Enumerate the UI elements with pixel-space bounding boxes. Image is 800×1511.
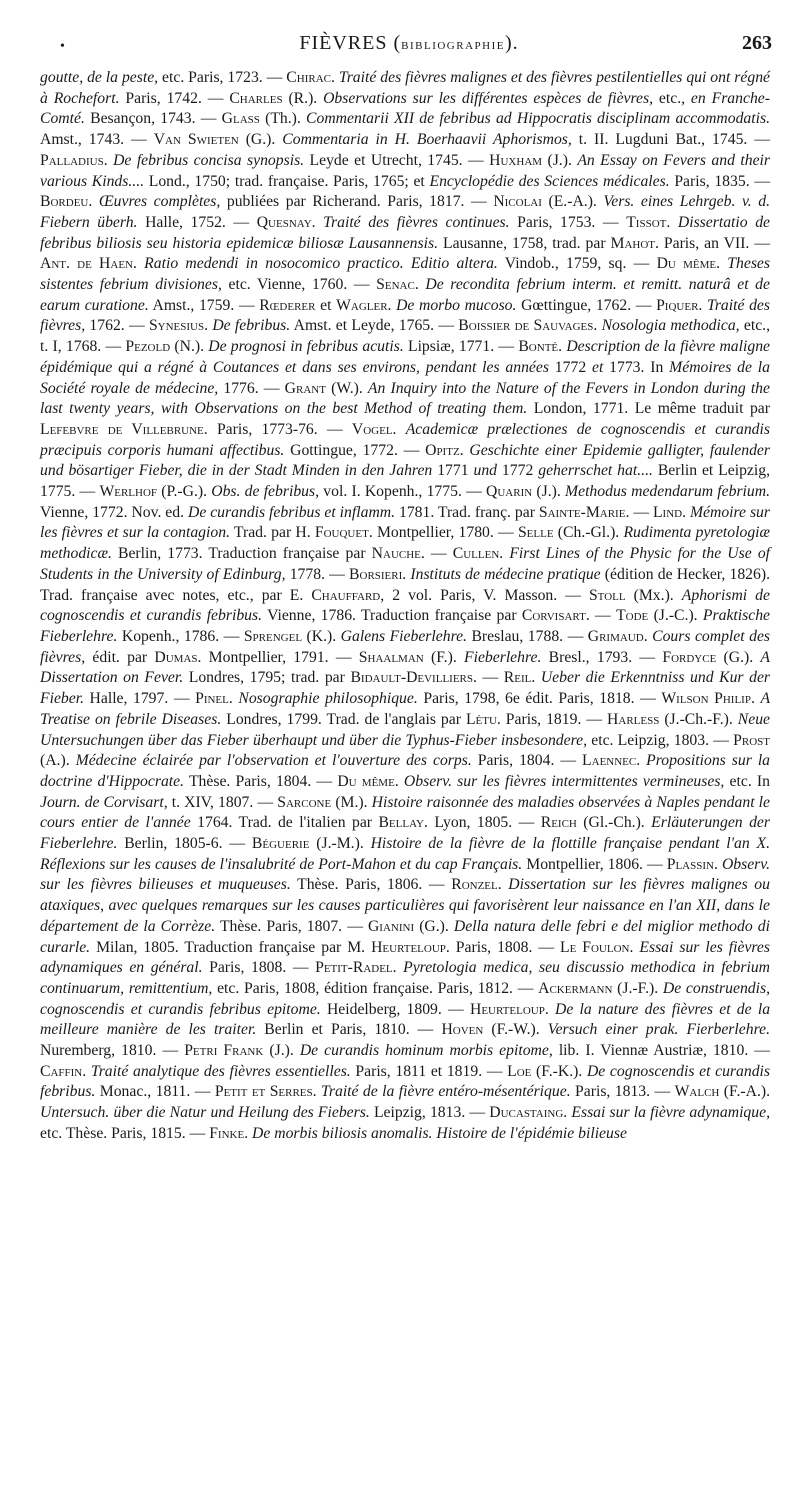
text-run: Breslau, 1788. — [466,627,588,645]
text-run: . Montpellier, 1791. — [197,648,359,666]
text-run: Paris, 1804. — [471,752,583,770]
text-run: Halle, 1797. — [84,690,196,708]
author-run: Pezold [125,338,171,356]
text-run: (F.-A.). [719,1083,771,1101]
author-run: Harless [607,710,660,728]
text-run: . [636,752,647,770]
text-run: Montpellier, 1806. — [522,855,667,873]
text-run: publiées par Richerand. Paris, 1817. — [220,193,494,211]
author-run: Lind [652,503,683,521]
title-run: De construendis, cognoscendis et curandis febribus epitome. [40,979,771,1018]
text-run: . [228,690,239,708]
author-run: Du même [337,772,395,790]
text-run: . [666,213,678,231]
author-run: Hoven [441,1021,484,1039]
text-run: Amst. et Leyde, 1765. — [290,317,459,335]
text-run: vol. I. Kopenh., 1775. — [319,483,487,501]
text-run: (G.). [716,648,761,666]
text-run: (A.). [40,752,76,770]
title-run: Œuvres complètes, [98,193,221,211]
running-head-main: FIÈVRES ( [299,32,402,54]
author-run: Piquer [656,296,699,314]
author-run: Caffin [40,1062,83,1080]
title-run: Traité de la fièvre entéro-mésentérique. [321,1083,571,1101]
author-run: Le Foulon [560,938,630,956]
author-run: Heurteloup [371,938,446,956]
title-run: Untersuch. über die Natur und Heilung des Fiebers. [40,1104,370,1122]
text-run: Paris, 1835. — [669,172,771,190]
text-run: . [88,193,99,211]
title-run: De cognoscendis et curandis febribus. [40,1062,771,1101]
text-run: Lipsiæ, 1771. — [403,338,519,356]
author-run: Chauffard [311,586,381,604]
author-run: Synesius [148,317,205,335]
author-run: Vogel [351,420,393,438]
title-run: Vers. eines Lehrgeb. v. d. Fiebern überh. [40,193,771,231]
text-run: Heidelberg, 1809. — [320,1000,470,1018]
author-run: Reich [540,814,577,832]
text-run: (K.). [302,627,341,645]
author-run: Laennec [582,752,637,770]
title-run: De recondita febrium interm. et remitt. naturâ et de earum curatione. [40,276,770,314]
text-run: . — [625,503,653,521]
text-run: Paris, 1808. — [202,959,316,977]
title-run: A Treatise on febrile Diseases. [40,690,771,728]
author-run: Glass [221,110,260,128]
text-run: . [244,1124,253,1142]
author-run: Cullen [452,545,500,563]
title-run: Nosologia methodica, [601,317,740,335]
text-run: (G.). [414,917,454,935]
author-run: Gianini [367,917,415,935]
text-run: Berlin, 1773. Traduction française par [111,545,372,563]
text-run: . [593,317,602,335]
author-run: Palladius [40,151,104,169]
title-run: Ratio medendi in nosocomico practico. Editio altera. [144,255,498,273]
title-run: De morbo mucoso. [396,296,517,314]
title-run: Mémoires de la Société royale de médecine, [40,358,770,397]
title-run: Obs. de febribus, [211,483,320,501]
page-number: 263 [742,32,772,54]
text-run: Amst., 1759. — [148,296,260,314]
text-run: (J.). [542,151,578,169]
title-run: Journ. de Corvisart, [40,793,168,811]
author-run: Sainte-Marie [538,503,626,521]
text-run: Bresl., 1793. — [541,648,663,666]
text-run: t. XIV, 1807. — [167,793,278,811]
text-run: et [315,296,337,314]
title-run: et [591,358,604,376]
text-run: (J.). [263,1042,300,1060]
running-head [46,28,772,60]
author-run: Van Swieten [153,131,239,149]
author-run: Huxham [489,151,543,169]
author-run: Ronzel [451,876,498,894]
bibliography-text [40,68,770,1145]
title-run: Observations sur les différentes espèces de fièvres, [323,89,654,107]
title-run: Pyretologia medica, seu discussio methodica in febrium continuarum, remittentium, [40,959,770,997]
title-run: Geschichte einer Epidemie galligter, faulender und bösartiger Fieber, die in der Stadt Minden in den Jahren [40,441,770,480]
text-run: . [330,69,339,86]
author-run: Tode [616,607,649,625]
text-run: . [716,255,728,273]
title-run: Nosographie philosophique. [238,690,418,708]
text-run: . Paris, 1819. — [496,710,608,728]
text-run: Milan, 1805. Traduction française par M. [90,938,372,956]
text-run: 1772 [497,462,539,480]
text-run: Leipzig, 1813. — [369,1104,490,1122]
running-head-end: ). [504,32,519,54]
author-run: Du même [656,255,717,273]
text-run: . [392,420,406,438]
text-run: Paris, 1798, 6e édit. Paris, 1818. — [417,690,662,708]
author-run: Grimaud [587,627,644,645]
text-run: . [387,296,397,314]
text-run: Monac., 1811. — [95,1083,215,1101]
author-run: Petit et Serres [214,1083,313,1101]
author-run: Shaalman [358,648,424,666]
text-run: Berlin, 1805-6. — [117,835,252,853]
author-run: Pinel [195,690,229,708]
author-run: Werlhof [99,483,158,501]
title-run: Commentarii XII de febribus ad Hippocratis disciplinam accommodatis. [306,110,770,128]
text-run: (M.). [331,793,372,811]
text-run: Paris, 1811 et 1819. — [350,1062,508,1080]
title-run: Cours complet des fièvres, [40,627,771,666]
title-run: Erläuterungen der Fieberlehre. [40,814,770,853]
title-run: De curandis febribus et inflamm. [187,503,396,521]
author-run: Senac [376,276,415,294]
title-run: Dissertatio de febribus biliosis seu historia epidemicæ biliosæ Lausannensis. [40,213,771,252]
author-run: Plassin [666,855,714,873]
author-run: Létu [465,710,497,728]
author-run: Ducastaing [489,1104,564,1122]
text-run: Amst., 1743. — [40,131,154,149]
text-run: Londres, 1799. Trad. de l'anglais par [221,710,466,728]
text-run: . [459,441,470,459]
text-run: (R.). [282,89,324,107]
author-run: Chirac [286,69,331,86]
title-run: Description de la fièvre maligne épidémique qui a régné à Coutances et dans ses environs, pendant les années [40,338,771,376]
text-run: Besançon, 1743. — [84,110,222,128]
title-run: De curandis hominum morbis epitome, [299,1042,553,1060]
author-run: Wilson Philip [661,690,751,708]
title-run: Observ. sur les fièvres bilieuses et muqueuses. [40,855,771,894]
text-run: Gœttingue, 1762. — [516,296,657,314]
text-run: etc., [653,89,691,107]
text-run: (F.). [423,648,464,666]
text-run: 1771 [432,462,474,480]
text-run: (édition de Hecker, 1826). Trad. française avec notes, etc., par E. [40,565,771,604]
title-run: en Franche-Comté. [40,89,770,128]
text-run: (G.). [238,131,283,149]
author-run: Sarcone [277,793,332,811]
text-run: . Lyon, 1805. — [423,814,541,832]
title-run: Histoire raisonnée des maladies observées à Naples pendant le cours entier de l'année [40,793,770,832]
text-run: 1778. — [285,565,350,583]
title-run: Propositions sur la doctrine d'Hippocrate. [40,752,771,790]
text-run: . [713,855,722,873]
text-run: Kopenh., 1786. — [117,627,244,645]
text-run: (J.-Ch.-F.). [659,710,738,728]
text-run: . [558,338,567,356]
text-run: . Paris, 1808. — [445,938,560,956]
author-run: Ant. de Haen [40,255,133,273]
text-run: (N.). [170,338,209,356]
text-run: . [750,690,761,708]
text-run: . [312,1083,322,1101]
text-run: , 2 vol. Paris, V. Masson. — [380,586,589,604]
author-run: Rœderer [259,296,316,314]
title-run: Médecine éclairée par l'observation et l'ouverture des corps. [75,752,472,770]
text-run: (J.-F.). [612,979,663,997]
author-run: Prost [733,731,771,749]
author-run: Petri Frank [184,1042,264,1060]
title-run: Instituts de médecine pratique [410,565,601,583]
author-run: Tissot [626,213,667,231]
text-run: etc. Vienne, 1760. — [221,276,377,294]
text-run: . [311,213,324,231]
text-run: . [82,1062,91,1080]
title-run: Commentaria in H. Boerhaavii Aphorismos, [282,131,572,149]
author-run: Reil [503,669,532,687]
title-run: A Dissertation on Fever. [40,648,771,687]
text-run: 1764. Trad. de l'italien par [190,814,379,832]
title-run: Mémoire sur les fièvres et sur la contagion. [40,503,771,542]
text-run: (E.-A.). [541,193,604,211]
author-run: Lefebvre de Villebrune [40,420,204,438]
page-header [46,28,772,58]
author-run: Stoll [588,586,626,604]
text-run: 1776. — [218,379,285,397]
author-run: Petit-Radel [315,959,393,977]
text-run: (F.-K.). [531,1062,587,1080]
text-run: . [392,959,404,977]
text-run: London, 1771. Le même traduit par [527,400,770,418]
author-run: Corvisart [521,607,586,625]
author-run: Selle [517,524,554,542]
title-run: De morbis biliosis anomalis. Histoire de l'épidémie bilieuse [252,1124,627,1142]
text-run: . [103,151,114,169]
text-run: (J.-M.). [309,835,371,853]
text-run: édit. par [85,648,155,666]
text-run: (Gl.-Ch.). [576,814,652,832]
text-run: (Ch.-Gl.). [553,524,624,542]
text-run: (J.-C.). [648,607,703,625]
title-run: Neue Untersuchungen über das Fieber überhaupt und über die Typhus-Fieber insbesondere, [40,710,771,749]
title-run: Traité des fièvres, [40,296,770,335]
text-run: 1762. — [85,317,149,335]
text-run: Berlin et Paris, 1810. — [256,1021,442,1039]
text-run: (P.-G.). [157,483,212,501]
text-run: . Paris, 1773-76. — [203,420,352,438]
author-run: Quarin [486,483,533,501]
author-run: Heurteloup [470,1000,545,1018]
text-run: Paris, 1753. — [509,213,627,231]
text-run: . [629,938,640,956]
text-run: . [133,255,145,273]
author-run: Quesnay [256,213,312,231]
text-run: etc. Paris, 1808, édition française. Paris, 1812. — [212,979,539,997]
author-run: Finke [209,1124,245,1142]
author-run: Fordyce [662,648,717,666]
text-run: Nuremberg, 1810. — [40,1042,185,1060]
author-run: Mahot [610,234,656,252]
text-run: . [414,276,426,294]
title-run: Traité analytique des fièvres essentielles. [90,1062,351,1080]
title-run: Histoire de la fièvre de la flottille française pendant l'an X. Réflexions sur les causes de l'insalubrité de Port-Mahon et du cap Français. [40,835,770,873]
text-run: t. II. Lugduni Bat., 1745. — [571,131,770,149]
text-run: (F.-W.). [483,1021,548,1039]
text-run: Lond., 1750; trad. française. Paris, 1765; et [144,172,430,190]
author-run: Boissier de Sauvages [458,317,594,335]
title-run: Essai sur les fièvres adynamiques en général. [40,938,770,977]
text-run: Thèse. Paris, 1807. — [215,917,368,935]
author-run: Wagler [336,296,388,314]
title-run: Galens Fieberlehre. [340,627,467,645]
text-run: (W.). [325,379,368,397]
text-run: etc. Thèse. Paris, 1815. — [40,1124,210,1142]
text-run: etc. Leipzig, 1803. — [587,731,734,749]
text-run: . [497,876,509,894]
title-run: De febribus concisa synopsis. [113,151,305,169]
text-run: . [698,296,707,314]
title-run: Ueber die Erkenntniss und Kur der Fieber. [40,669,771,708]
running-head-sub: bibliographie [401,36,505,53]
author-run: Bonté [518,338,559,356]
text-run: (Th.). [259,110,307,128]
title-run: Traité des fièvres malignes et des fièvres pestilentielles qui ont régné à Rochefort. [40,69,771,107]
author-run: Bellay [378,814,424,832]
text-run: etc. Paris, 1723. — [158,69,287,86]
text-run: . [544,1000,556,1018]
text-run: . [682,503,690,521]
title-run: Versuch einer prak. Fierberlehre. [547,1021,770,1039]
title-run: An Inquiry into the Nature of the Fevers in London during the last twenty years, with Observations on the best Method of treating them. [40,379,770,418]
author-run: Dumas [154,648,198,666]
text-run: . Paris, an VII. — [655,234,770,252]
title-run: De la nature des fièvres et de la meilleure manière de les traiter. [40,1000,771,1039]
author-run: Grant [284,379,326,397]
text-run: etc., t. I, 1768. — [40,317,771,356]
title-run: Methodus medendarum febrium. [565,483,770,501]
text-run: . [402,565,411,583]
title-run: Della natura delle febri e del miglior methodo di curarle. [40,917,770,956]
title-run: Rudimenta pyretologiæ methodicæ. [40,524,770,563]
author-run: Walch [674,1083,720,1101]
title-run: De febribus. [212,317,291,335]
text-run: Halle, 1752. — [137,213,257,231]
title-run: Encyclopédie des Sciences médicales. [429,172,670,190]
author-run: Béguerie [251,835,310,853]
text-run: . [531,669,541,687]
text-run: Paris, 1742. — [119,89,230,107]
title-run: geherrschet hat.... [538,462,653,480]
text-run: Londres, 1795; trad. par [183,669,351,687]
title-run: Observ. sur les fièvres intermittentes vermineuses, [403,772,725,790]
title-run: Dissertation sur les fièvres malignes ou ataxiques, avec quelques remarques sur les causes particulières qui favorisèrent leur naissance en l'an XII, dans le département de la Corrèze. [40,876,770,935]
author-run: Bordeu [40,193,89,211]
text-run: Vienne, 1786. Traduction française par [262,607,522,625]
text-run: . — [473,669,504,687]
title-run: Fieberlehre. [464,648,542,666]
text-run: . [499,545,510,563]
author-run: Charles [229,89,283,107]
title-run: De prognosi in febribus acutis. [208,338,404,356]
text-run: . [643,627,653,645]
title-run: First Lines of the Physic for the Use of Students in the University of Edinburg, [40,545,771,583]
printer-mark: • [60,39,65,54]
text-run: Gottingue, 1772. — [284,441,426,459]
text-run: . [204,317,213,335]
text-run: 1772 [548,358,592,376]
text-run: . — [420,545,453,563]
text-run: . — [585,607,617,625]
author-run: Bidault-Devilliers [350,669,473,687]
text-run: Trad. par H. [230,524,315,542]
author-run: Ackermann [538,979,613,997]
title-run: goutte, de la peste, [40,69,159,86]
author-run: Nauche [371,545,421,563]
text-run: Leyde et Utrecht, 1745. — [304,151,490,169]
title-run: Theses sistentes febrium divisiones, [40,255,770,294]
title-run: und [473,462,498,480]
text-run: 1781. Trad. franç. par [395,503,539,521]
text-run: Paris, 1813. — [570,1083,675,1101]
text-run: 1773. In [603,358,670,376]
text-run: Lausanne, 1758, trad. par [438,234,611,252]
text-run: etc. In [724,772,771,790]
text-run: Thèse. Paris, 1806. — [290,876,452,894]
text-run: . [563,1104,572,1122]
text-run: Thèse. Paris, 1804. — [184,772,338,790]
text-run: Vienne, 1772. Nov. ed. [40,503,188,521]
text-run: (J.). [532,483,566,501]
author-run: Fouquet [314,524,369,542]
title-run: Aphorismi de cognoscendis et curandis febribus. [40,586,770,625]
author-run: Sprengel [243,627,303,645]
bibliography-paragraph [40,68,770,1145]
author-run: Nicolai [493,193,542,211]
author-run: Borsieri [349,565,403,583]
author-run: Loe [507,1062,532,1080]
text-run: . [394,772,404,790]
title-run: Traité des fièvres continues. [323,213,510,231]
text-run: Vindob., 1759, sq. — [497,255,657,273]
text-run: lib. I. Viennæ Austriæ, 1810. — [552,1042,770,1060]
title-run: Essai sur la fièvre adynamique, [571,1104,771,1122]
author-run: Opitz [425,441,460,459]
title-run: An Essay on Fevers and their various Kinds.... [40,151,771,190]
text-run: Berlin et Leipzig, 1775. — [40,462,771,501]
text-run: (Mx.). [625,586,682,604]
title-run: Praktische Fieberlehre. [40,607,771,645]
text-run: . Montpellier, 1780. — [368,524,518,542]
title-run: Academicæ prælectiones de cognoscendis et curandis præcipuis corporis humani affectibus. [40,420,770,459]
